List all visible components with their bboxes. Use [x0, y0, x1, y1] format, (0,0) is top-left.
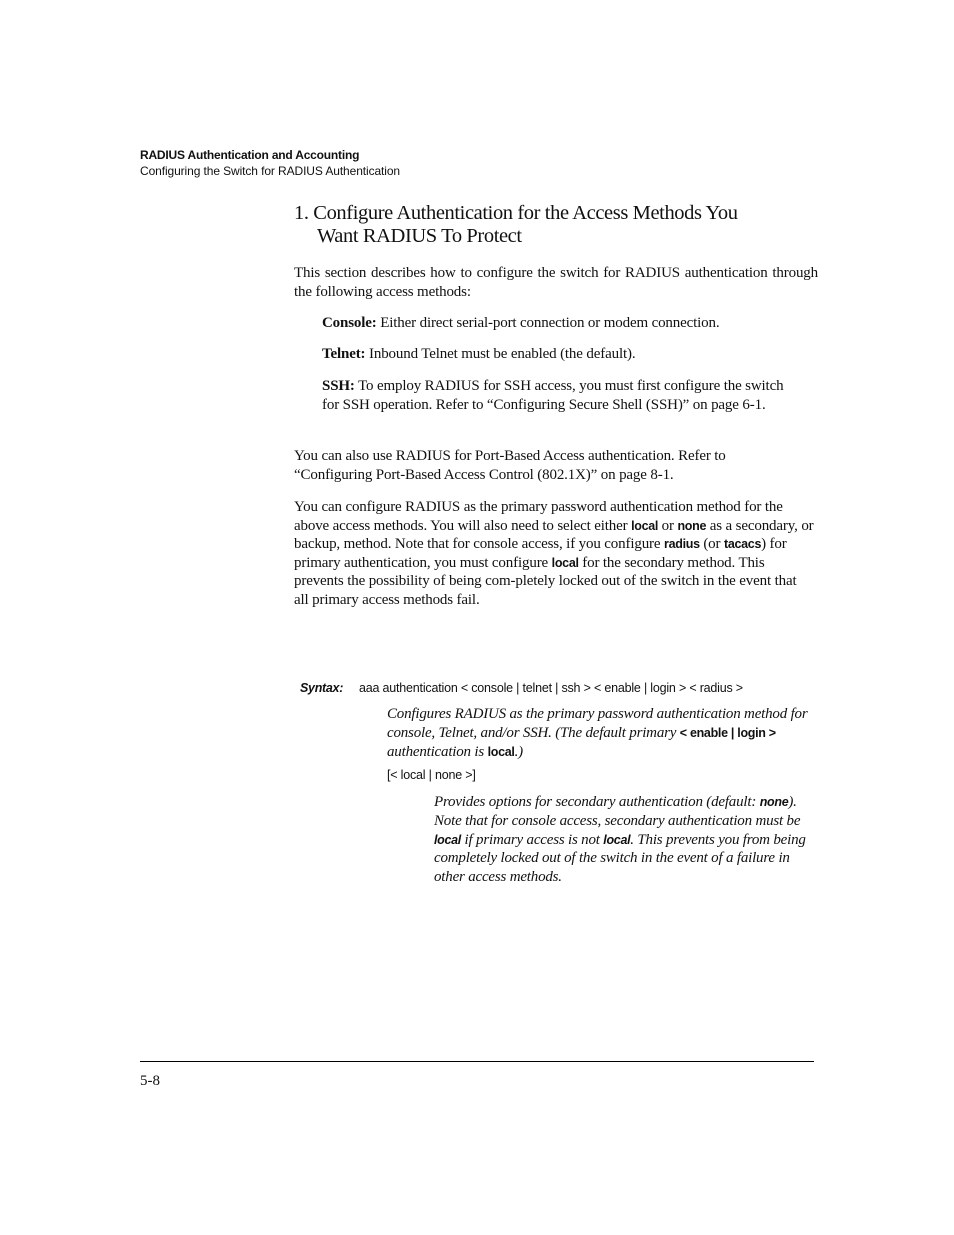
text-run: for the secondary method. This prevents the possibility of being com-pletely locked out of the switch in the event that all primary access methods fail. [294, 554, 797, 608]
text-run: .) [514, 743, 523, 760]
keyword-radius: radius [664, 537, 700, 552]
keyword-local: local [551, 555, 579, 570]
method-term: Console: [322, 315, 377, 331]
keyword-tacacs: tacacs [723, 537, 762, 552]
method-ssh [322, 377, 790, 414]
method-term: SSH: [322, 378, 355, 394]
text-run: . This prevents you from being completely locked out of the switch in the event of a failure in other access methods. [434, 831, 806, 886]
method-text: To employ RADIUS for SSH access, you must first configure the switch for SSH operation. Refer to “Configuring Secure Shell (SSH)” on page 6-1. [322, 378, 784, 413]
syntax-option: [< local | none >] [387, 768, 476, 782]
text-run: ). Note that for console access, secondary authentication must be [434, 794, 801, 829]
syntax-description [387, 705, 811, 761]
running-header-section: Configuring the Switch for RADIUS Authentication [140, 164, 401, 178]
section-title [294, 202, 824, 248]
text-run: as a secondary, or backup, method. Note that for console access, if you configure [294, 517, 814, 553]
running-header-chapter: RADIUS Authentication and Accounting [140, 148, 360, 162]
text-run: or [658, 517, 678, 534]
text-run: (or [699, 536, 724, 553]
method-text: Either direct serial-port connection or modem connection. [376, 315, 720, 331]
method-console [322, 314, 822, 333]
option-description [434, 793, 812, 887]
keyword-none: none [677, 518, 707, 533]
primary-method-paragraph [294, 498, 814, 610]
keyword-local: local [487, 744, 515, 759]
text-run: if primary access is not [461, 831, 604, 848]
syntax-label: Syntax: [300, 681, 344, 695]
text-run: authentication is [387, 743, 488, 760]
keyword-local: local [603, 832, 631, 847]
page-number: 5-8 [140, 1073, 160, 1089]
text-run: Provides options for secondary authentication (default: [434, 794, 760, 810]
port-based-paragraph: You can also use RADIUS for Port-Based Access authentication. Refer to “Configuring Port-Based Access Control (802.1X)” on page 8-1. [294, 448, 726, 483]
syntax-command: aaa authentication < console | telnet | ssh > < enable | login > < radius > [359, 681, 743, 695]
text-run: ) for primary authentication, you must configure [294, 536, 787, 571]
text-run: You can configure RADIUS as the primary password authentication method for the above access methods. You will also need to select either [294, 499, 783, 534]
section-title-line2: Want RADIUS To Protect [317, 225, 522, 247]
method-telnet [322, 345, 822, 364]
text-run: Configures RADIUS as the primary password authentication method for console, Telnet, and/or SSH. (The default primary [387, 706, 808, 741]
section-title-line1: 1. Configure Authentication for the Access Methods You [294, 202, 738, 224]
keyword-enable-login: < enable | login > [679, 725, 776, 740]
intro-paragraph: This section describes how to configure the switch for RADIUS authentication through the following access methods: [294, 265, 818, 300]
keyword-local: local [631, 518, 659, 533]
method-term: Telnet: [322, 346, 366, 362]
method-text: Inbound Telnet must be enabled (the default). [365, 346, 636, 362]
keyword-local: local [434, 832, 461, 847]
keyword-none: none [759, 795, 789, 809]
footer-rule [140, 1061, 814, 1062]
